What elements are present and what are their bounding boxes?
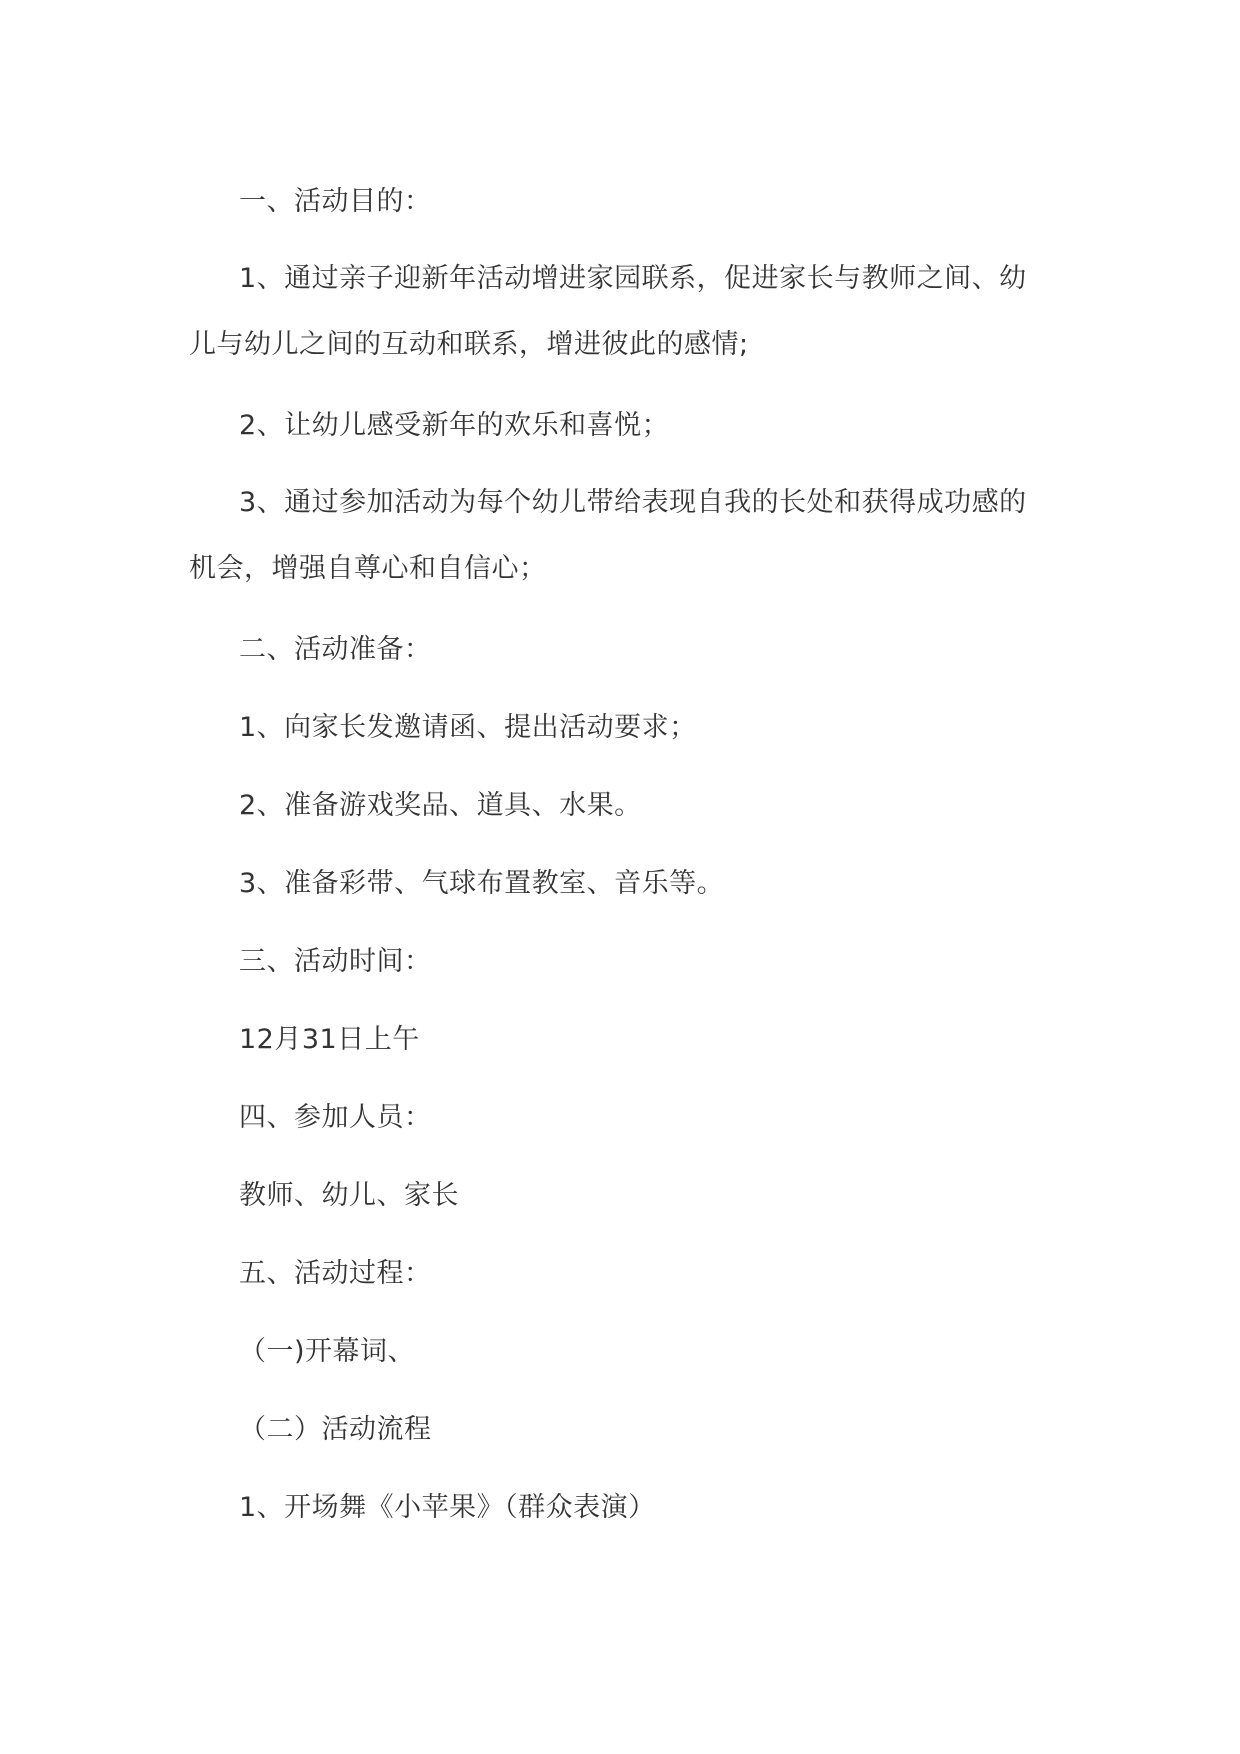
section-heading-preparation: 二、活动准备：: [239, 634, 432, 665]
purpose-item-2: 2、让幼儿感受新年的欢乐和喜悦；: [239, 410, 670, 441]
purpose-item-1: 1、通过亲子迎新年活动增进家园联系，促进家长与教师之间、幼儿与幼儿之间的互动和联系，增进彼此的感情;: [189, 263, 1027, 360]
participants: 教师、幼儿、家长: [239, 1180, 459, 1211]
section-heading-time: 三、活动时间：: [239, 946, 432, 977]
preparation-item-2: 2、准备游戏奖品、道具、水果。: [239, 790, 642, 821]
purpose-item-3: 3、通过参加活动为每个幼儿带给表现自我的长处和获得成功感的机会，增强自尊心和自信心；: [189, 487, 1027, 584]
activity-time: 12月31日上午: [239, 1024, 420, 1055]
section-heading-purpose: 一、活动目的：: [239, 186, 432, 217]
process-flow-heading: （二）活动流程: [239, 1414, 432, 1445]
process-flow-item-1: 1、开场舞《小苹果》（群众表演）: [239, 1492, 656, 1523]
section-heading-participants: 四、参加人员：: [239, 1102, 432, 1133]
section-heading-process: 五、活动过程：: [239, 1258, 432, 1289]
preparation-item-3: 3、准备彩带、气球布置教室、音乐等。: [239, 868, 725, 899]
document-body: [189, 182, 1049, 1566]
process-opening-speech: （一)开幕词、: [239, 1336, 416, 1367]
preparation-item-1: 1、向家长发邀请函、提出活动要求；: [239, 712, 697, 743]
